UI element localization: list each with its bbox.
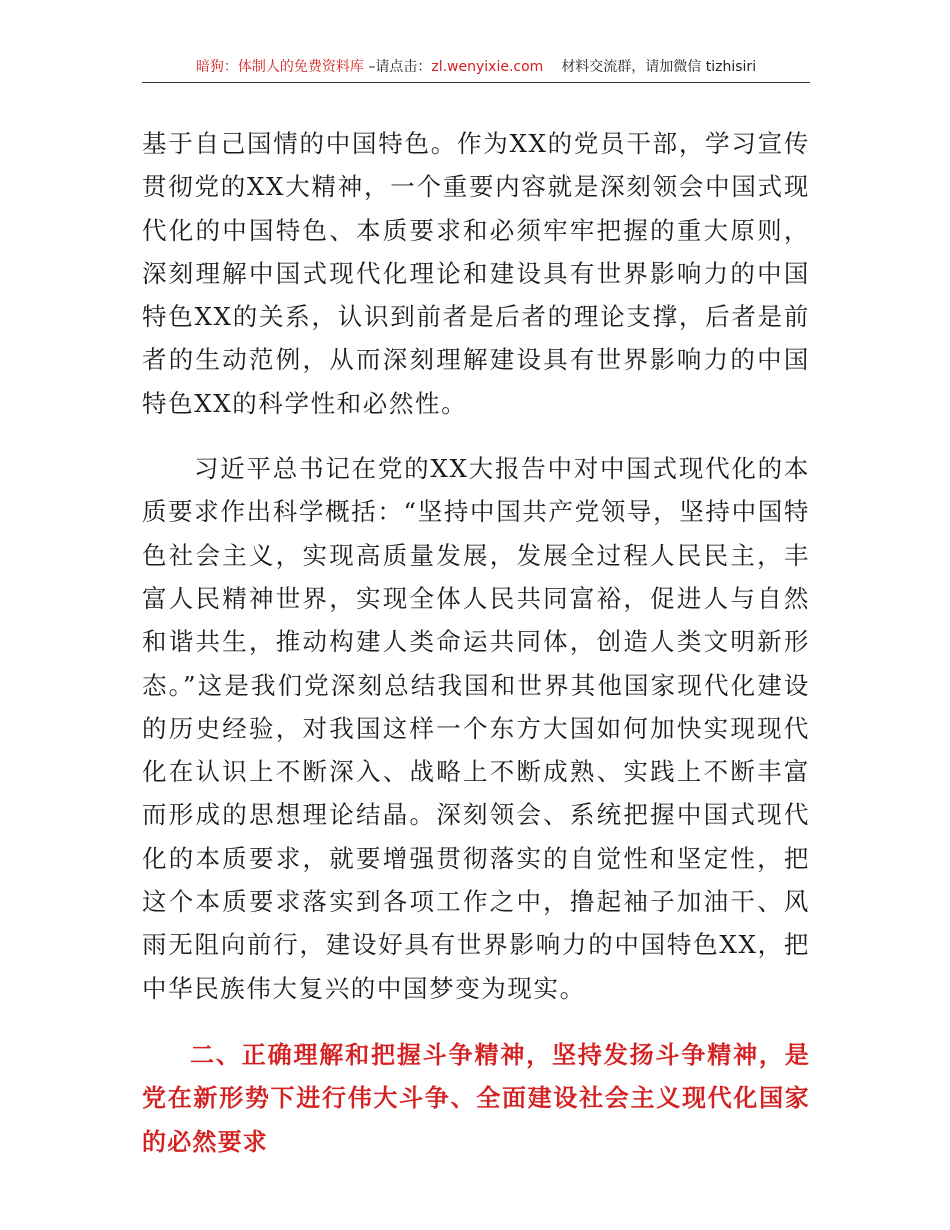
header-site-name: 暗狗：体制人的免费资料库 (195, 59, 364, 75)
header-contact: 材料交流群，请加微信 tizhisiri (561, 59, 757, 75)
header-url-link[interactable]: zl.wenyixie.com (431, 59, 544, 75)
paragraph-1: 基于自己国情的中国特色。作为XX的党员干部，学习宣传贯彻党的XX大精神，一个重要内容就是深刻领会中国式现代化的中国特色、本质要求和必须牢牢把握的重大原则，深刻理解中国式现代化理论和建设具有世界影响力的中国特色XX的关系，认识到前者是后者的理论支撑，后者是前者的生动范例，从而深刻理解建设具有世界影响力的中国特色XX的科学性和必然性。 (142, 129, 810, 418)
header-click-prompt: –请点击： (363, 59, 432, 75)
paragraph-2: 习近平总书记在党的XX大报告中对中国式现代化的本质要求作出科学概括：“坚持中国共产党领导，坚持中国特色社会主义，实现高质量发展，发展全过程人民民主，丰富人民精神世界，实现全体人民共同富裕，促进人与自然和谐共生，推动构建人类命运共同体，创造人类文明新形态。”这是我们党深刻总结我国和世界其他国家现代化建设的历史经验，对我国这样一个东方大国如何加快实现现代化在认识上不断深入、战略上不断成熟、实践上不断丰富而形成的思想理论结晶。深刻领会、系统把握中国式现代化的本质要求，就要增强贯彻落实的自觉性和坚定性，把这个本质要求落实到各项工作之中，撸起袖子加油干、风雨无阻向前行，建设好具有世界影响力的中国特色XX，把中华民族伟大复兴的中国梦变为现实。 (142, 454, 810, 1003)
page-header (142, 56, 810, 83)
document-body (142, 122, 810, 1164)
section-heading: 二、正确理解和把握斗争精神，坚持发扬斗争精神，是党在新形势下进行伟大斗争、全面建设社会主义现代化国家的必然要求 (142, 1040, 810, 1156)
